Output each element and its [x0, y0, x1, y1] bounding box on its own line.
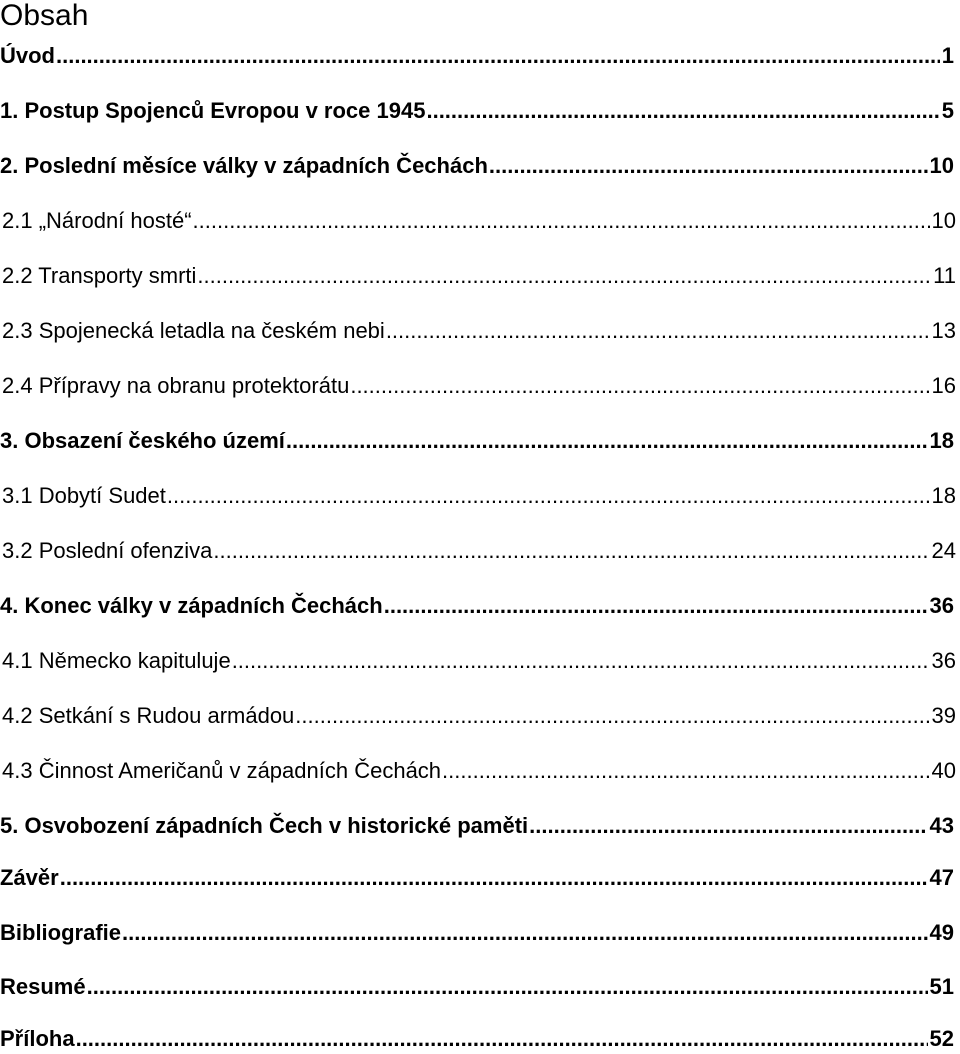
toc-entry-label: Závěr [0, 865, 59, 890]
toc-entry-resume[interactable] [0, 972, 954, 1002]
dot-leader [167, 481, 930, 511]
toc-entry-page: 36 [929, 593, 954, 618]
dot-leader [286, 426, 928, 456]
toc-entry-label: Příloha [0, 1026, 75, 1051]
toc-entry-label: 2. Poslední měsíce války v západních Čechách [0, 153, 488, 178]
toc-entry-page: 18 [931, 483, 956, 508]
toc-entry-label: 2.4 Přípravy na obranu protektorátu [2, 373, 350, 398]
toc-entry-section-4-2[interactable] [2, 701, 956, 731]
toc-entry-page: 47 [929, 865, 954, 890]
toc-entry-label: 3.1 Dobytí Sudet [2, 483, 166, 508]
dot-leader [350, 371, 929, 401]
toc-entry-section-2-2[interactable] [2, 261, 956, 291]
toc-entry-label: 2.2 Transporty smrti [2, 263, 197, 288]
toc-entry-section-3-2[interactable] [2, 536, 956, 566]
toc-title: Obsah [0, 0, 89, 32]
toc-entry-section-3-1[interactable] [2, 481, 956, 511]
dot-leader [426, 96, 939, 126]
toc-entry-page: 39 [931, 703, 956, 728]
toc-entry-label: 4.1 Německo kapituluje [2, 648, 231, 673]
toc-entry-label: 2.1 „Národní hosté“ [2, 208, 192, 233]
toc-entry-label: 4.3 Činnost Američanů v západních Čechách [2, 758, 442, 783]
dot-leader [442, 756, 929, 786]
toc-entry-page: 24 [931, 538, 956, 563]
toc-entry-page: 36 [931, 648, 956, 673]
toc-entry-section-2-3[interactable] [2, 316, 956, 346]
toc-entry-page: 40 [931, 758, 956, 783]
dot-leader [197, 261, 931, 291]
dot-leader [193, 206, 930, 236]
dot-leader [56, 41, 940, 71]
toc-entry-label: 2.3 Spojenecká letadla na českém nebi [2, 318, 385, 343]
toc-entry-label: Úvod [0, 43, 55, 68]
toc-entry-label: 3.2 Poslední ofenziva [2, 538, 213, 563]
toc-entry-page: 51 [929, 974, 954, 999]
toc-entry-chapter-3[interactable] [0, 426, 954, 456]
toc-entry-label: 3. Obsazení českého území [0, 428, 285, 453]
toc-entry-label: 4.2 Setkání s Rudou armádou [2, 703, 295, 728]
toc-entry-label: 4. Konec války v západních Čechách [0, 593, 383, 618]
toc-entry-section-4-3[interactable] [2, 756, 956, 786]
toc-entry-section-2-1[interactable] [2, 206, 956, 236]
toc-entry-chapter-1[interactable] [0, 96, 954, 126]
dot-leader [213, 536, 929, 566]
toc-entry-page: 11 [933, 263, 956, 288]
toc-entry-label: Resumé [0, 974, 86, 999]
toc-entry-priloha[interactable] [0, 1024, 954, 1054]
dot-leader [76, 1024, 928, 1054]
toc-entry-page: 5 [941, 98, 954, 123]
toc-entry-zaver[interactable] [0, 863, 954, 893]
toc-entry-section-4-1[interactable] [2, 646, 956, 676]
dot-leader [87, 972, 928, 1002]
toc-entry-bibliografie[interactable] [0, 918, 954, 948]
toc-entry-page: 10 [931, 208, 956, 233]
toc-entry-page: 43 [929, 813, 954, 838]
dot-leader [60, 863, 928, 893]
toc-entry-page: 18 [929, 428, 954, 453]
toc-entry-label: 1. Postup Spojenců Evropou v roce 1945 [0, 98, 426, 123]
dot-leader [384, 591, 928, 621]
toc-entry-label: 5. Osvobození západních Čech v historické paměti [0, 813, 529, 838]
toc-entry-chapter-2[interactable] [0, 151, 954, 181]
dot-leader [232, 646, 930, 676]
toc-entry-chapter-5[interactable] [0, 811, 954, 841]
toc-entry-uvod[interactable] [0, 41, 954, 71]
dot-leader [529, 811, 927, 841]
toc-entry-page: 1 [941, 43, 954, 68]
toc-entry-page: 16 [931, 373, 956, 398]
dot-leader [122, 918, 928, 948]
dot-leader [295, 701, 929, 731]
toc-entry-page: 49 [929, 920, 954, 945]
toc-entry-label: Bibliografie [0, 920, 122, 945]
toc-entry-page: 10 [929, 153, 954, 178]
toc-entry-chapter-4[interactable] [0, 591, 954, 621]
dot-leader [489, 151, 928, 181]
toc-entry-section-2-4[interactable] [2, 371, 956, 401]
toc-entry-page: 13 [931, 318, 956, 343]
toc-entry-page: 52 [929, 1026, 954, 1051]
dot-leader [386, 316, 930, 346]
